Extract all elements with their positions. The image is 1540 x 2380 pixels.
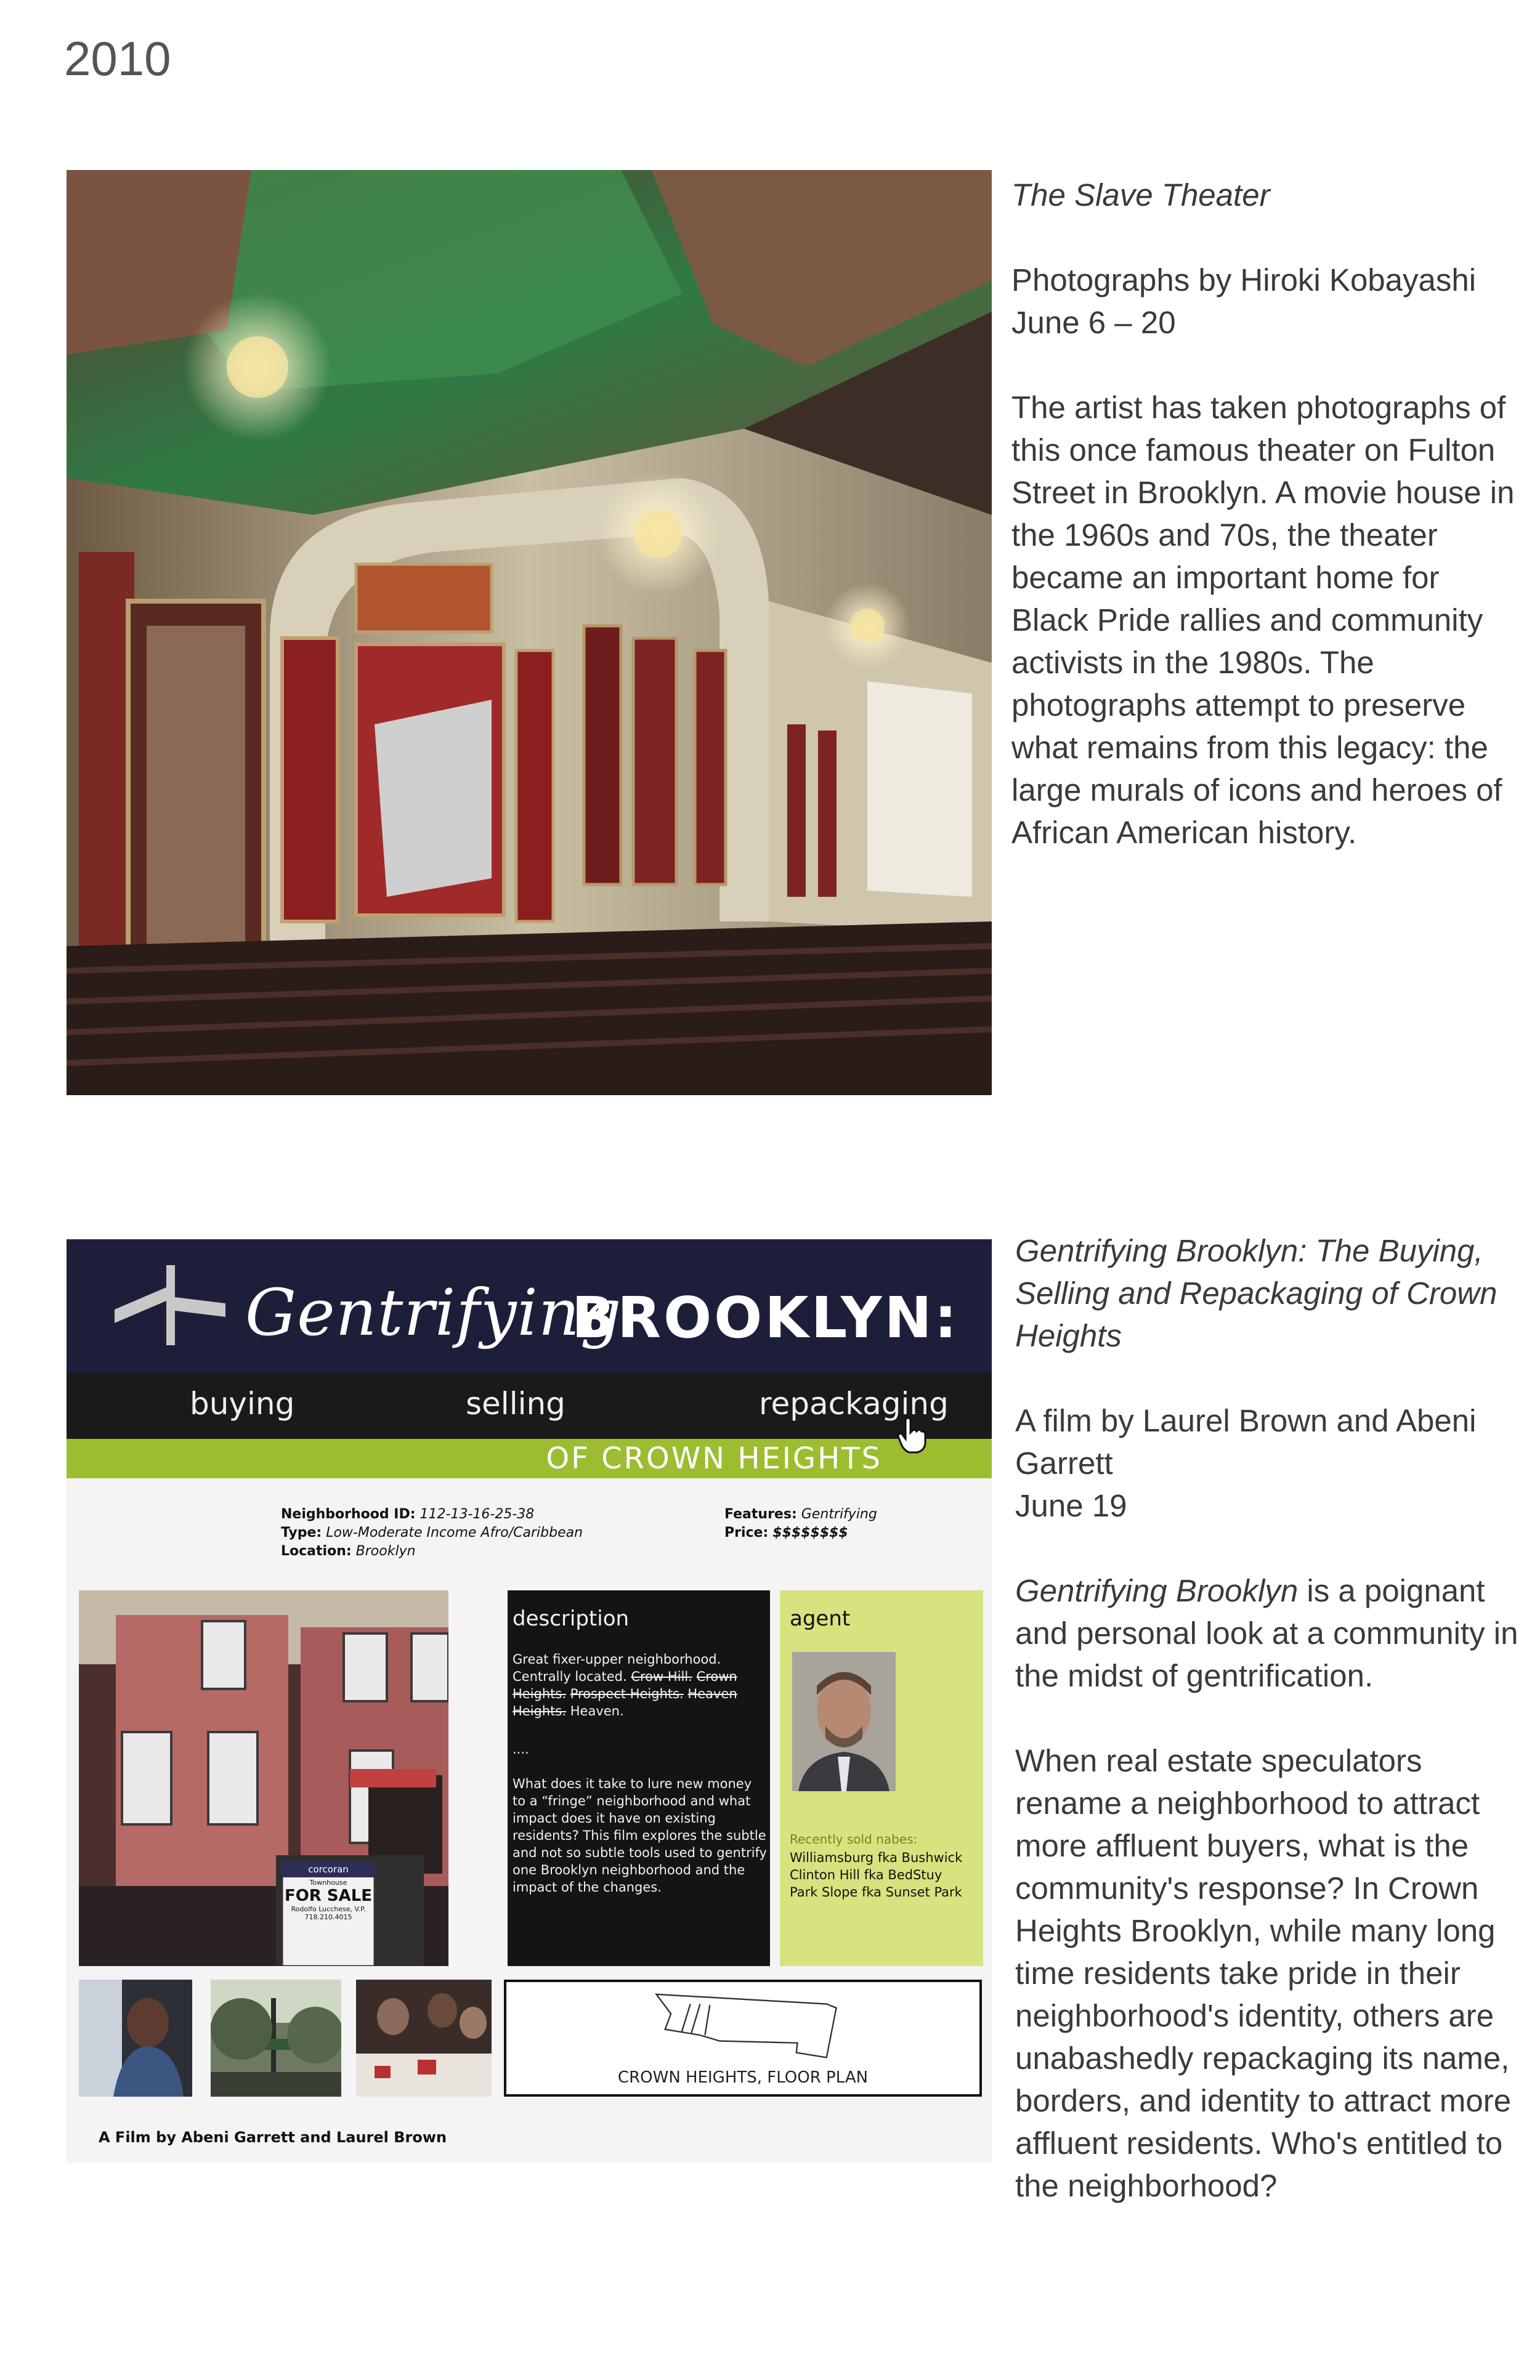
brownstone-photo [79,1590,448,1966]
sign-townhouse: Townhouse [309,1879,347,1887]
film-summary-text: is a poignant and personal look at a community in the midst of gentrification. [1015,1573,1518,1693]
nav-selling[interactable]: selling [466,1386,565,1422]
film-title: Gentrifying Brooklyn: The Buying, Selling and Repackaging of Crown Heights [1015,1233,1497,1353]
page-year: 2010 [64,31,171,86]
film-website-screenshot [67,1239,992,2163]
film-credit-line: A film by Laurel Brown and Abeni Garrett [1015,1403,1477,1481]
film-still-thumbnail[interactable] [356,1980,492,2097]
desc-strike-crown-heights: Crown Heights. [513,1669,737,1701]
exhibit-description: The artist has taken photographs of this once famous theater on Fulton Street in Brooklyn. A movie house in the 1960s and 70s, the theater became an important home for Black Pride rallies and community activists in the 1980s. The photographs attempt to preserve what remains from this legacy: the large murals of icons and heroes of African American history. [1011,390,1515,850]
recently-sold-item: Williamsburg fka Bushwick [790,1850,963,1865]
film-summary [1015,1569,1526,1697]
desc-ellipsis: .... [513,1742,529,1757]
street-sign-icon [115,1265,225,1345]
exhibit-title: The Slave Theater [1011,177,1270,212]
features-value: Gentrifying [801,1507,877,1522]
sign-company: corcoran [308,1864,349,1875]
neighborhood-id-label: Neighborhood ID: [281,1507,416,1522]
features-label: Features: [724,1507,797,1522]
film-still-thumbnail[interactable] [79,1980,192,2097]
description-body [513,1651,768,1896]
recently-sold-title: Recently sold nabes: [790,1832,918,1847]
film-date: June 19 [1015,1488,1127,1523]
exhibit-dates: June 6 – 20 [1011,305,1176,340]
floor-plan-map-icon [506,1985,979,2077]
agent-panel [780,1590,983,1966]
hand-cursor-icon [897,1417,928,1454]
listing-meta-right [724,1505,877,1542]
nav-buying[interactable]: buying [190,1386,295,1422]
recently-sold-list [790,1849,962,1901]
film-still-thumbnail[interactable] [211,1980,341,2097]
agent-heading: agent [790,1606,851,1631]
slave-theater-text [1011,174,1523,896]
nav-repackaging[interactable]: repackaging [759,1386,949,1422]
desc-intro: Great fixer-upper neighborhood. Centrally located. [513,1652,721,1684]
gentrifying-brooklyn-text [1015,1229,1526,2249]
brand-script-title: Gentrifying [245,1275,622,1350]
type-value: Low-Moderate Income Afro/Caribbean [326,1525,583,1540]
desc-main-text: What does it take to lure new money to a “fringe” neighborhood and what impact does it have on existing residents? This film explores the subtle and not so subtle tools used to gentrify one Brooklyn neighborhood and the impact of the changes. [513,1776,767,1895]
description-heading: description [513,1606,630,1631]
location-value: Brooklyn [355,1544,416,1559]
recently-sold-item: Clinton Hill fka BedStuy [790,1868,942,1882]
for-sale-sign [282,1861,375,1921]
listing-meta-left [281,1505,583,1561]
film-credit: A Film by Abeni Garrett and Laurel Brown [99,2129,447,2146]
type-label: Type: [281,1525,322,1540]
sign-for-sale: FOR SALE [284,1887,373,1905]
film-description: When real estate speculators rename a neighborhood to attract more affluent buyers, what is the community's response? In Crown Heights Brooklyn, while many long time residents take pride in their neighborhood's identity, others are unabashedly repackaging its name, borders, and identity to attract more affluent residents. Who's entitled to the neighborhood? [1015,1743,1512,2203]
sign-agent: Rodolfo Lucchese, V.P. [291,1905,366,1913]
price-label: Price: [724,1525,769,1540]
neighborhood-id: 112-13-16-25-38 [419,1507,535,1522]
site-header [67,1239,992,1372]
location-label: Location: [281,1544,352,1559]
brand-bold-title: BROOKLYN: [572,1285,960,1351]
desc-strike-prospect-heights: Prospect Heights. [570,1686,684,1701]
desc-strike-crow-hill: Crow Hill. [631,1669,692,1684]
agent-portrait [792,1652,896,1791]
description-panel [508,1590,770,1966]
desc-strike-heaven-heights: Heaven Heights. [513,1686,737,1718]
desc-heaven: Heaven. [570,1704,624,1718]
site-nav [67,1372,992,1439]
theater-photo [67,170,992,1095]
film-summary-title: Gentrifying Brooklyn [1015,1573,1299,1608]
floor-plan-panel[interactable] [504,1980,982,2097]
sign-phone: 718.210.4015 [304,1913,352,1921]
price-value: $$$$$$$$ [772,1525,848,1540]
floor-plan-caption: CROWN HEIGHTS, FLOOR PLAN [617,2068,869,2087]
subtitle-text: OF CROWN HEIGHTS [546,1441,882,1476]
subtitle-bar [67,1439,992,1478]
recently-sold-item: Park Slope fka Sunset Park [790,1885,962,1900]
exhibit-credit: Photographs by Hiroki Kobayashi [1011,262,1477,298]
